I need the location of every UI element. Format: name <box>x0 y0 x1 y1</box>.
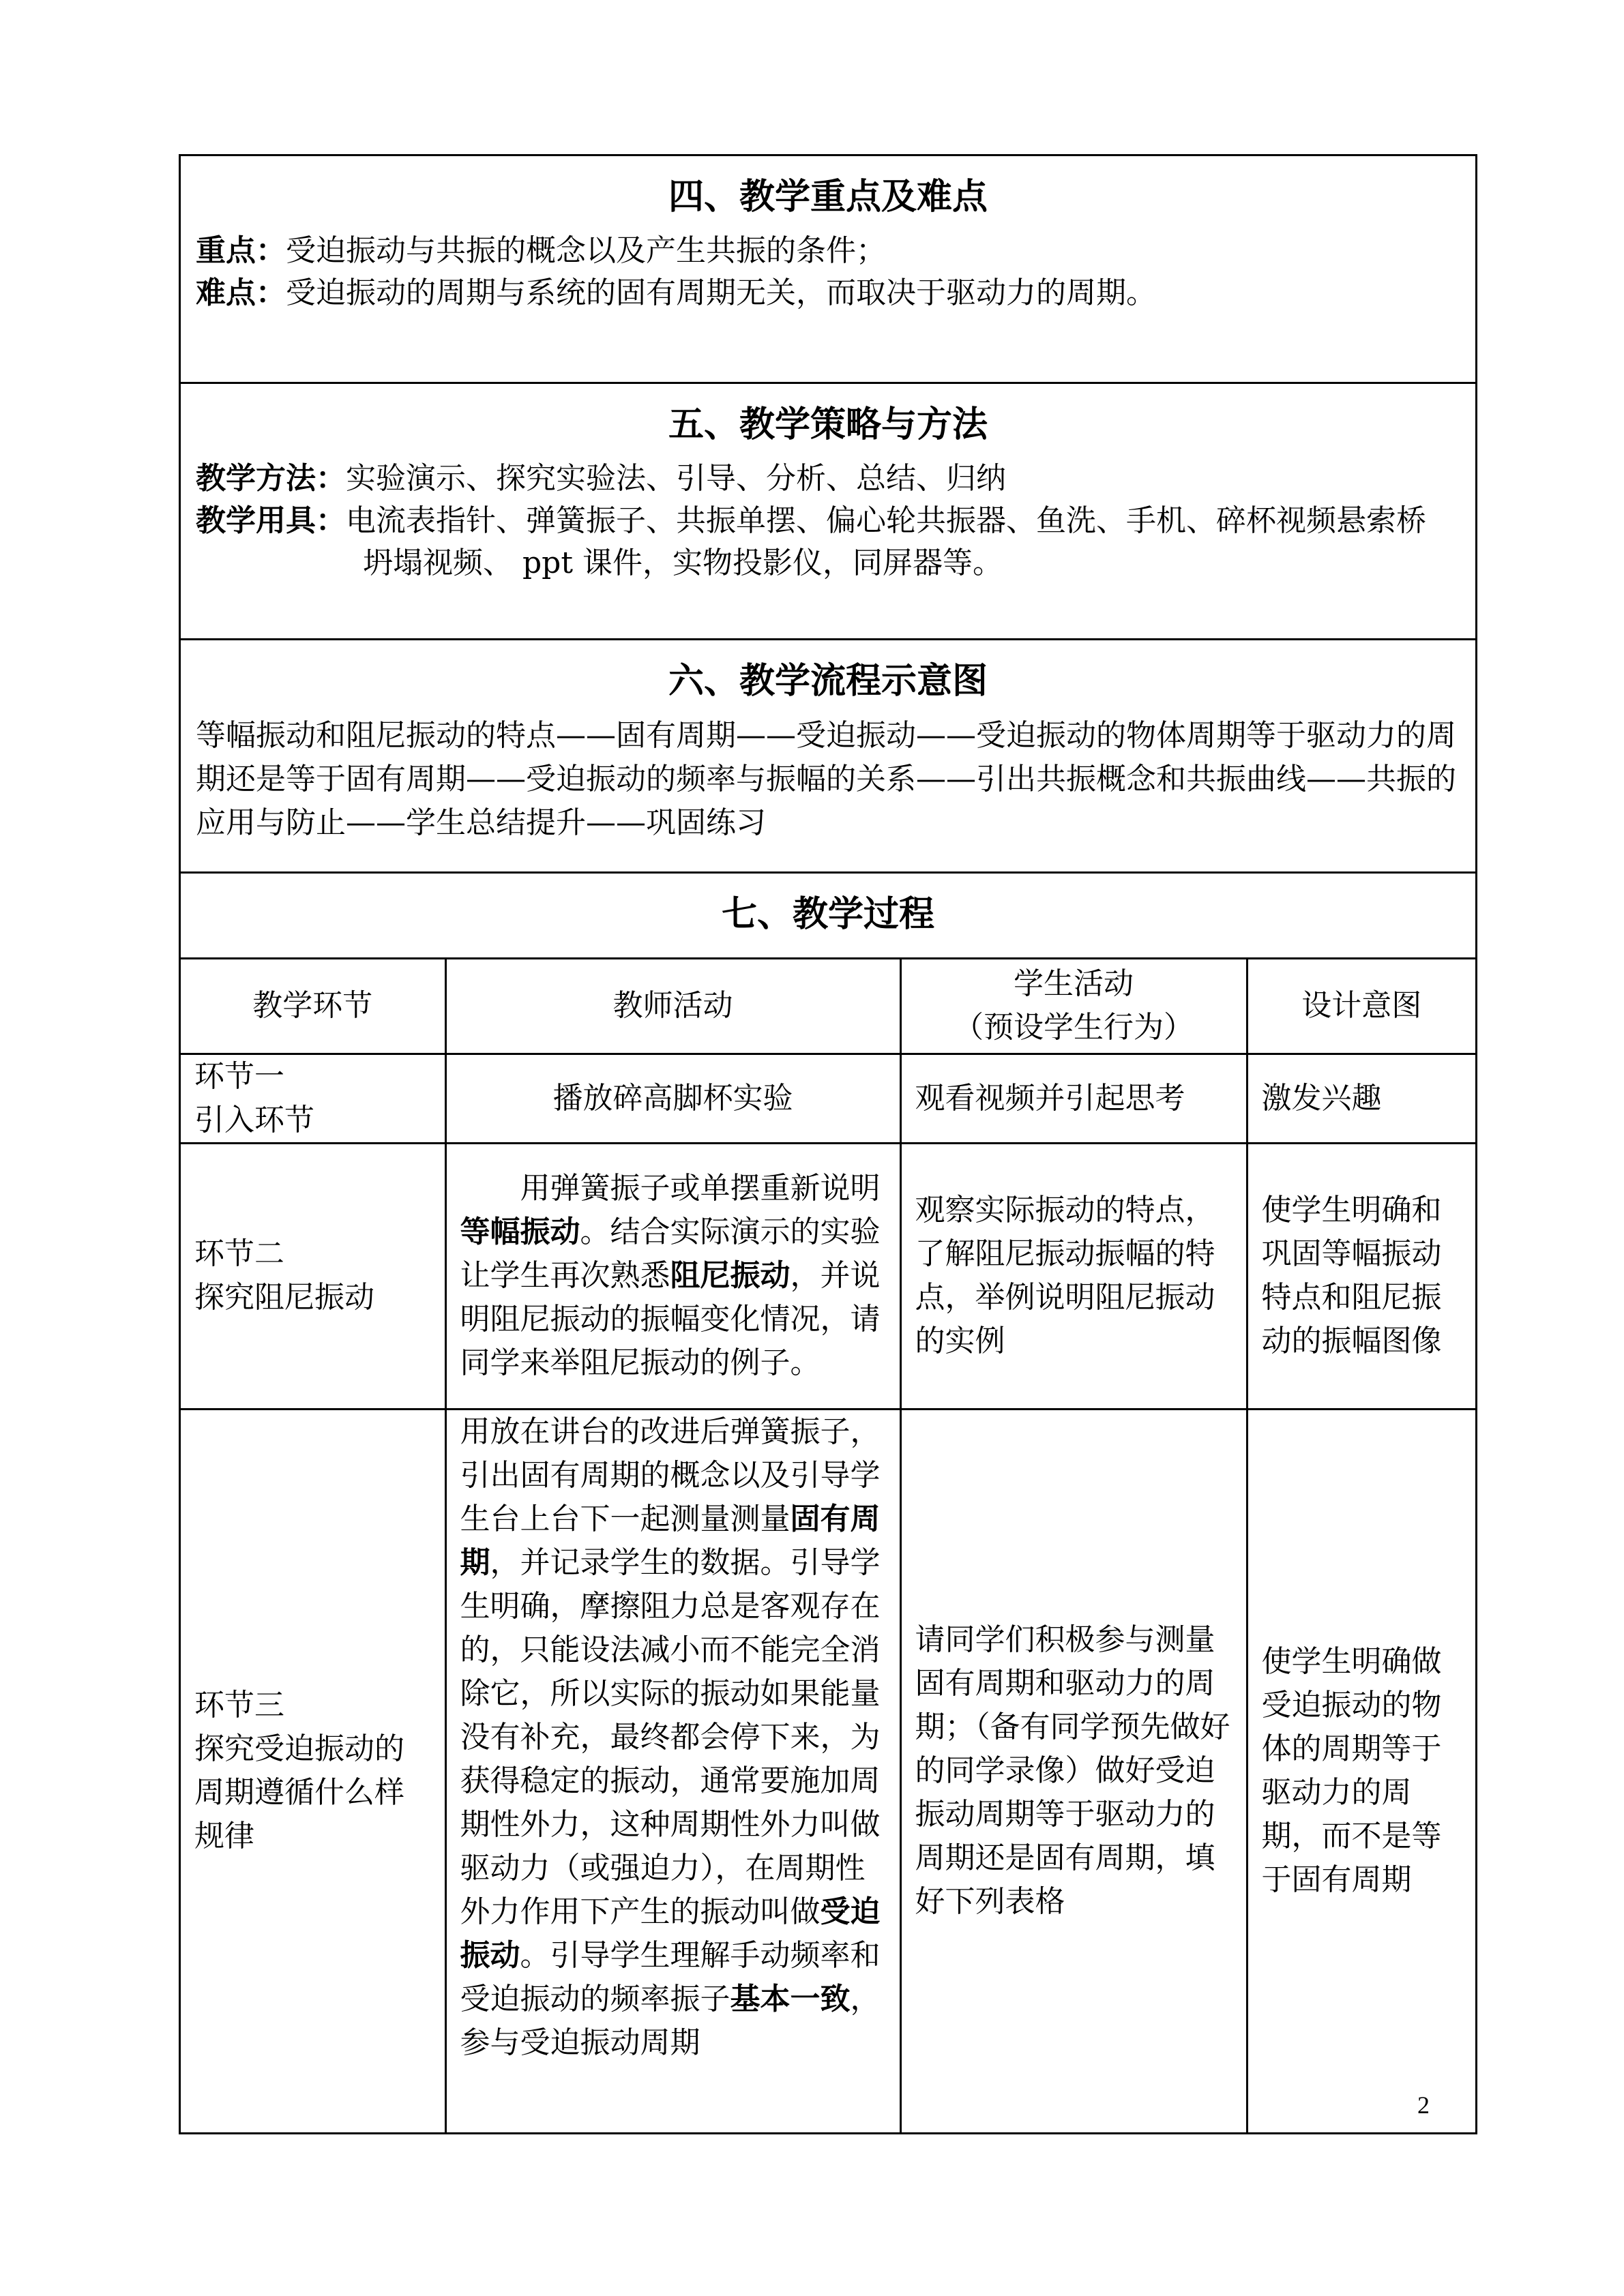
teacher-cell: 播放碎高脚杯实验 <box>445 1054 900 1143</box>
tools-label: 教学用具： <box>196 503 346 538</box>
section-body <box>181 445 1475 584</box>
teacher-emphasis: 固有周期 <box>460 1501 881 1580</box>
section-title: 四、教学重点及难点 <box>668 176 988 218</box>
stage-cell <box>181 1054 445 1143</box>
method-text: 实验演示、探究实验法、引导、分析、总结、归纳 <box>346 461 1006 496</box>
tools-text: 电流表指针、弹簧振子、共振单摆、偏心轮共振器、鱼洗、手机、碎杯视频悬索桥坍塌视频、 ppt 课件，实物投影仪，同屏器等。 <box>346 503 1426 580</box>
teacher-cell <box>445 1143 900 1409</box>
section-title: 六、教学流程示意图 <box>668 660 988 702</box>
table-row <box>181 1054 1475 1143</box>
table-header-row <box>181 959 1475 1054</box>
lesson-plan-table <box>179 154 1477 2134</box>
key-point-text: 受迫振动与共振的概念以及产生共振的条件； <box>286 233 886 268</box>
stage-number: 环节二 <box>194 1236 284 1271</box>
section-teaching-process <box>181 874 1475 959</box>
teacher-text: 用放在讲台的改进后弹簧振子，引出固有周期的概念以及引导学生台上台下一起测量测量 <box>460 1414 881 1536</box>
method-label: 教学方法： <box>196 461 346 496</box>
difficult-point-text: 受迫振动的周期与系统的固有周期无关，而取决于驱动力的周期。 <box>286 275 1156 310</box>
stage-name: 探究阻尼振动 <box>194 1280 374 1315</box>
stage-number: 环节一 <box>194 1058 284 1094</box>
header-student <box>900 959 1247 1054</box>
stage-number: 环节三 <box>194 1688 284 1723</box>
student-cell: 观察实际振动的特点，了解阻尼振动振幅的特点，举例说明阻尼振动的实例 <box>900 1143 1247 1409</box>
key-point-label: 重点： <box>196 233 286 268</box>
table-row <box>181 1409 1475 2133</box>
header-student-line2: （预设学生行为） <box>954 1010 1194 1045</box>
teacher-cell <box>445 1409 900 2133</box>
teacher-emphasis: 阻尼振动 <box>670 1258 791 1293</box>
intent-cell: 使学生明确做受迫振动的物体的周期等于驱动力的周期，而不是等于固有周期 <box>1247 1409 1475 2133</box>
header-intent: 设计意图 <box>1247 959 1475 1054</box>
student-cell: 观看视频并引起思考 <box>900 1054 1247 1143</box>
header-teacher: 教师活动 <box>445 959 900 1054</box>
tools-line <box>196 500 1475 584</box>
stage-cell <box>181 1409 445 2133</box>
teacher-text: 。引导学生理解手动频率和受迫振动的频率振子 <box>460 1937 881 2016</box>
stage-name: 探究受迫振动的周期遵循什么样规律 <box>194 1731 404 1853</box>
teacher-text: 用弹簧振子或单摆重新说明 <box>520 1171 881 1206</box>
teacher-text: 。结合实际演示的实验让学生再次熟悉 <box>460 1214 881 1293</box>
teacher-emphasis: 受迫振动 <box>460 1894 881 1973</box>
header-stage: 教学环节 <box>181 959 445 1054</box>
intent-cell: 使学生明确和巩固等幅振动特点和阻尼振动的振幅图像 <box>1247 1143 1475 1409</box>
method-line <box>196 458 1475 500</box>
process-table <box>181 959 1475 2134</box>
key-point-line <box>196 230 1475 272</box>
stage-name: 引入环节 <box>194 1102 314 1137</box>
section-title: 五、教学策略与方法 <box>668 404 988 445</box>
teacher-emphasis: 基本一致 <box>730 1981 851 2016</box>
table-row <box>181 1143 1475 1409</box>
header-student-line1: 学生活动 <box>1014 966 1134 1002</box>
section-flow-diagram <box>181 640 1475 874</box>
page-number: 2 <box>1417 2091 1430 2119</box>
difficult-point-line <box>196 272 1475 314</box>
teacher-text: ，并说明阻尼振动的振幅变化情况，请同学来举阻尼振动的例子。 <box>460 1258 881 1380</box>
section-key-difficult-points <box>181 156 1475 384</box>
difficult-point-label: 难点： <box>196 275 286 310</box>
section-strategy-methods <box>181 384 1475 640</box>
student-cell: 请同学们积极参与测量固有周期和驱动力的周期；（备有同学预先做好的同学录像）做好受迫振动周期等于驱动力的周期还是固有周期，填好下列表格 <box>900 1409 1247 2133</box>
flow-text: 等幅振动和阻尼振动的特点——固有周期——受迫振动——受迫振动的物体周期等于驱动力的周期还是等于固有周期——受迫振动的频率与振幅的关系——引出共振概念和共振曲线——共振的应用与防止——学生总结提升——巩固练习 <box>196 718 1456 840</box>
teacher-text: ，参与受迫振动周期 <box>460 1981 881 2060</box>
section-body <box>181 218 1475 314</box>
stage-cell <box>181 1143 445 1409</box>
intent-cell: 激发兴趣 <box>1247 1054 1475 1143</box>
teacher-text: ，并记录学生的数据。引导学生明确，摩擦阻力总是客观存在的，只能设法减小而不能完全消除它，所以实际的振动如果能量没有补充，最终都会停下来，为获得稳定的振动，通常要施加周期性外力，这种周期性外力叫做驱动力（或强迫力），在周期性外力作用下产生的振动叫做 <box>460 1545 881 1929</box>
teacher-emphasis: 等幅振动 <box>460 1214 580 1249</box>
section-title: 七、教学过程 <box>721 893 934 935</box>
